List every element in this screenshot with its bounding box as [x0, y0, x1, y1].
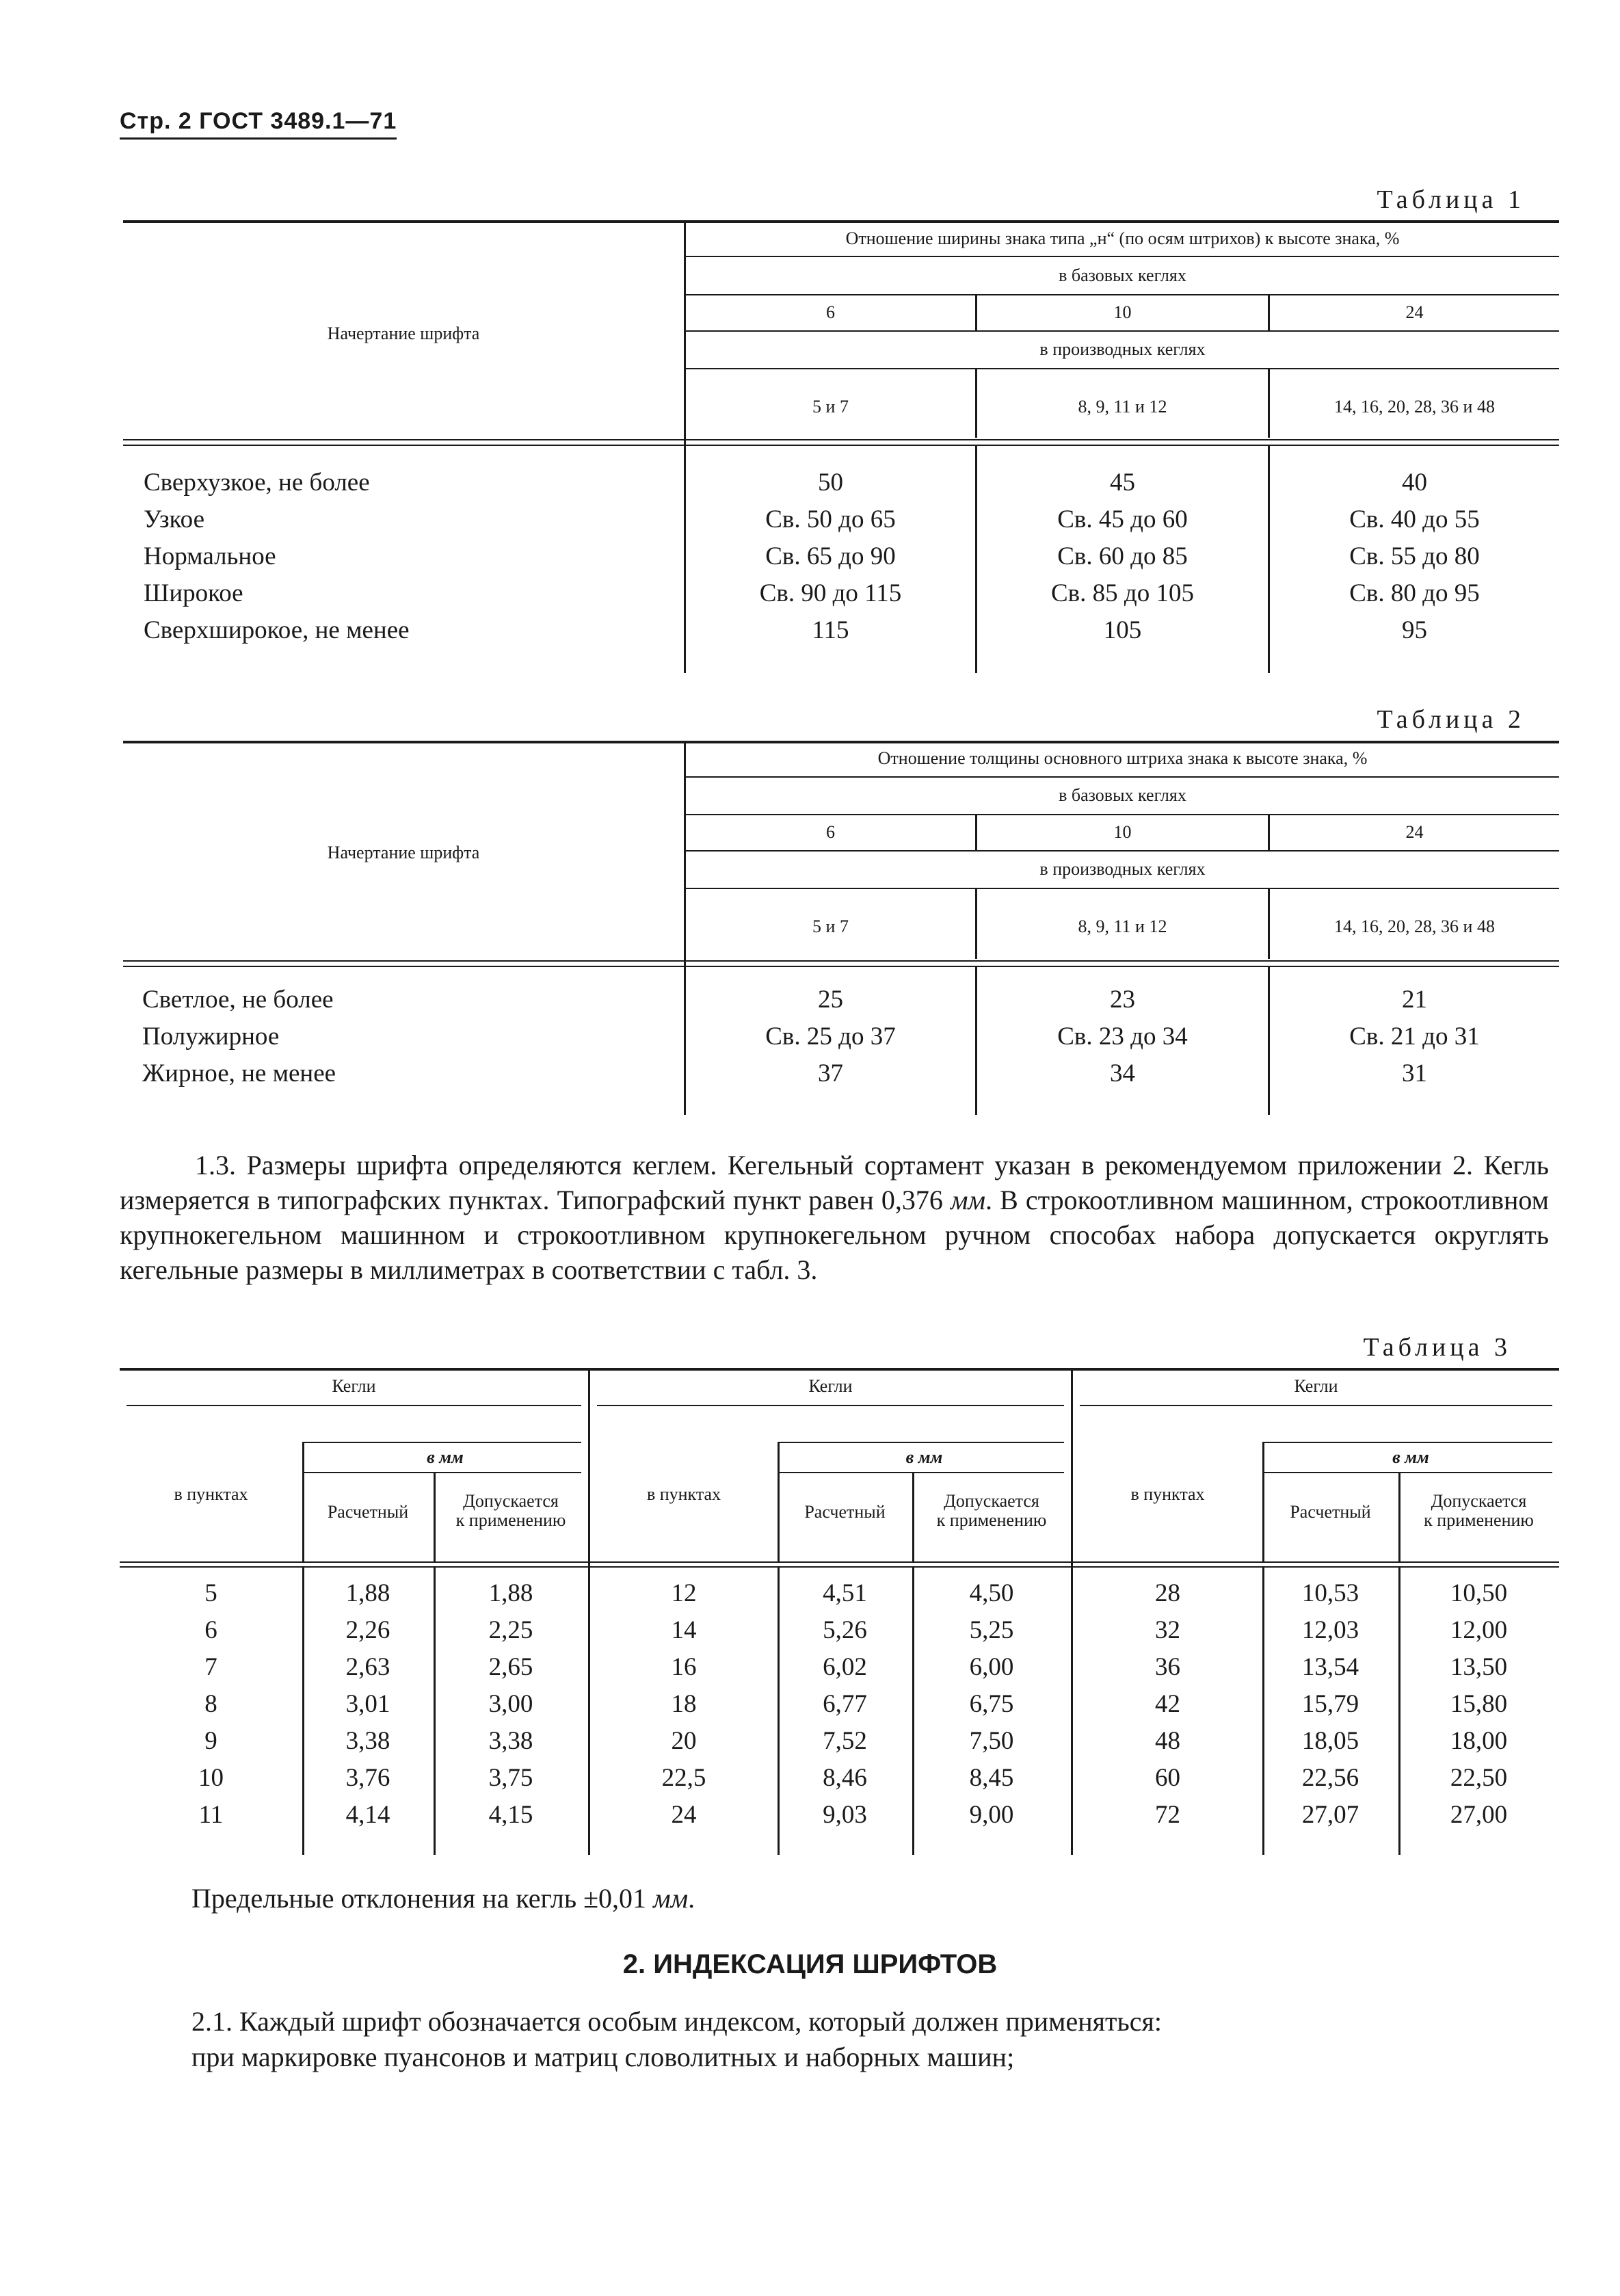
table3-calc-cell: 2,63 — [345, 1653, 390, 1681]
table1-deriv-2: 8, 9, 11 и 12 — [1078, 397, 1167, 417]
table3-rule — [780, 1472, 1064, 1473]
row-value: Св. 25 до 37 — [765, 1022, 896, 1051]
page-header: Стр. 2 ГОСТ 3489.1—71 — [120, 108, 397, 140]
row-value: 40 — [1402, 469, 1427, 497]
table3-allowed-cell: 8,45 — [969, 1764, 1014, 1792]
table3-points-cell: 18 — [671, 1690, 697, 1718]
paragraph-1-3 — [120, 1148, 1549, 1287]
table2-group-header: Отношение толщины основного штриха знака к высоте знака, % — [877, 748, 1368, 768]
table3-points-cell: 24 — [671, 1801, 697, 1829]
table3-allowed-cell: 2,25 — [488, 1616, 533, 1644]
table3-calc-cell: 4,14 — [345, 1801, 390, 1829]
table3-calc-cell: 9,03 — [823, 1801, 867, 1829]
table3-points-cell: 12 — [671, 1579, 697, 1607]
table3-allowed-cell: 4,50 — [969, 1579, 1014, 1607]
row-value: 21 — [1402, 986, 1427, 1014]
table3-allowed-cell: 13,50 — [1450, 1653, 1508, 1681]
table3-calc-cell: 15,79 — [1301, 1690, 1359, 1718]
table1-deriv-3: 14, 16, 20, 28, 36 и 48 — [1334, 397, 1495, 417]
table2-deriv-3: 14, 16, 20, 28, 36 и 48 — [1334, 916, 1495, 936]
table3-allowed-cell: 2,65 — [488, 1653, 533, 1681]
table3-points-header: в пунктах — [646, 1484, 721, 1504]
row-value: 34 — [1110, 1059, 1135, 1087]
table1-deriv-label: в производных кеглях — [1039, 339, 1206, 359]
table2-base-label: в базовых кеглях — [1059, 785, 1186, 805]
table3-points-cell: 8 — [204, 1690, 217, 1718]
table1-base-label: в базовых кеглях — [1059, 265, 1186, 285]
table3-calc-cell: 4,51 — [823, 1579, 867, 1607]
table3-allowed-cell: 6,75 — [969, 1690, 1014, 1718]
table3-points-cell: 22,5 — [661, 1764, 706, 1792]
table3-allowed-cell: 10,50 — [1450, 1579, 1508, 1607]
table3-points-cell: 7 — [204, 1653, 217, 1681]
table3-rule — [304, 1472, 581, 1473]
table3-points-cell: 6 — [204, 1616, 217, 1644]
table2-base-24: 24 — [1405, 822, 1424, 842]
table3-calc-cell: 6,77 — [823, 1690, 867, 1718]
table3-allowed-cell: 27,00 — [1450, 1801, 1508, 1829]
table3-points-header: в пунктах — [174, 1484, 248, 1504]
table3-allowed-cell: 6,00 — [969, 1653, 1014, 1681]
table3-calc-cell: 3,01 — [345, 1690, 390, 1718]
table3-rule — [597, 1405, 1064, 1406]
table3-calc-cell: 6,02 — [823, 1653, 867, 1681]
table3-points-cell: 9 — [204, 1727, 217, 1755]
table3-allowed-cell: 22,50 — [1450, 1764, 1508, 1792]
table2-col-header: Начертание шрифта — [327, 843, 480, 862]
table3-points-cell: 5 — [204, 1579, 217, 1607]
row-value: Св. 50 до 65 — [765, 505, 896, 533]
row-name: Светлое, не более — [142, 986, 334, 1014]
table2-base-6: 6 — [826, 822, 835, 842]
table3-calc-cell: 1,88 — [345, 1579, 390, 1607]
table3-allowed-cell: 3,75 — [488, 1764, 533, 1792]
paragraph-1-3-text-end: . В строкоотливном машинном, строкоотливном крупнокегельном машинном и строкоотливном крупнокегельном ручном способах набора допускается округлять кегельные размеры в миллиметрах в соответствии с табл. 3. — [120, 1185, 1549, 1285]
table3-rule — [780, 1442, 1064, 1443]
table3-calc-cell: 18,05 — [1301, 1727, 1359, 1755]
table3-points-cell: 11 — [198, 1801, 224, 1829]
table3-allowed-cell: 7,50 — [969, 1727, 1014, 1755]
table3-calc-cell: 3,38 — [345, 1727, 390, 1755]
table3-calc-cell: 3,76 — [345, 1764, 390, 1792]
table3-calc-header: Расчетный — [327, 1502, 409, 1522]
row-value: Св. 80 до 95 — [1349, 579, 1480, 607]
unit-mm: мм — [653, 1883, 689, 1914]
table3-mm-header: в мм — [1392, 1447, 1429, 1467]
row-value: Св. 85 до 105 — [1051, 579, 1194, 607]
table3-allowed-cell: 18,00 — [1450, 1727, 1508, 1755]
tolerance-end: . — [688, 1883, 695, 1914]
row-name: Полужирное — [142, 1022, 280, 1051]
table3-points-cell: 16 — [671, 1653, 697, 1681]
table3-calc-cell: 5,26 — [823, 1616, 867, 1644]
paragraph-2-1-line2: при маркировке пуансонов и матриц словолитных и наборных машин; — [191, 2042, 1015, 2072]
table3-calc-cell: 13,54 — [1301, 1653, 1359, 1681]
table3-calc-cell: 7,52 — [823, 1727, 867, 1755]
table1-deriv-1: 5 и 7 — [812, 397, 849, 417]
table2-deriv-label: в производных кеглях — [1039, 859, 1206, 879]
table2-deriv-2: 8, 9, 11 и 12 — [1078, 916, 1167, 936]
table3-group-header: Кегли — [1294, 1376, 1338, 1396]
row-value: 23 — [1110, 986, 1135, 1014]
table3-calc-cell: 10,53 — [1301, 1579, 1359, 1607]
table3-points-cell: 36 — [1155, 1653, 1180, 1681]
row-value: Св. 55 до 80 — [1349, 542, 1480, 570]
table3-group-header: Кегли — [808, 1376, 853, 1396]
table3-allowed-cell: 4,15 — [488, 1801, 533, 1829]
table3-mm-header: в мм — [427, 1447, 464, 1467]
section-2-title: 2. ИНДЕКСАЦИЯ ШРИФТОВ — [622, 1949, 998, 1979]
table1-base-10: 10 — [1113, 302, 1132, 322]
table1-group-header: Отношение ширины знака типа „н“ (по осям штрихов) к высоте знака, % — [845, 228, 1400, 248]
table3-points-cell: 32 — [1155, 1616, 1180, 1644]
table3-rule — [1080, 1405, 1552, 1406]
table3-points-cell: 20 — [671, 1727, 697, 1755]
table3-points-cell: 28 — [1155, 1579, 1180, 1607]
table3-caption: Таблица 3 — [1363, 1333, 1511, 1362]
row-value: Св. 65 до 90 — [765, 542, 896, 570]
table3-points-header: в пунктах — [1130, 1484, 1205, 1504]
table3-allowed-header: Допускается — [944, 1491, 1039, 1511]
table3-allowed-header: к применению — [936, 1510, 1047, 1530]
unit-mm: мм — [950, 1185, 986, 1215]
row-value: 50 — [818, 469, 843, 497]
table2-base-10: 10 — [1113, 822, 1132, 842]
table3-group-header: Кегли — [332, 1376, 376, 1396]
table3-points-cell: 60 — [1155, 1764, 1180, 1792]
table3-calc-header: Расчетный — [804, 1502, 886, 1522]
row-name: Широкое — [144, 579, 243, 607]
table3-allowed-cell: 15,80 — [1450, 1690, 1508, 1718]
table3-allowed-cell: 1,88 — [488, 1579, 533, 1607]
table3-allowed-header: к применению — [1424, 1510, 1534, 1530]
tolerance-text: Предельные отклонения на кегль ±0,01 — [191, 1883, 654, 1914]
row-name: Сверхузкое, не более — [144, 469, 370, 497]
table3-rule — [127, 1405, 581, 1406]
table3-calc-cell: 22,56 — [1301, 1764, 1359, 1792]
table3-allowed-cell: 3,00 — [488, 1690, 533, 1718]
table3-calc-cell: 2,26 — [345, 1616, 390, 1644]
tolerance-note — [191, 1882, 695, 1914]
table1-col-header: Начертание шрифта — [327, 324, 480, 343]
table3-points-cell: 42 — [1155, 1690, 1180, 1718]
paragraph-2-1-line1: 2.1. Каждый шрифт обозначается особым индексом, который должен применяться: — [191, 2006, 1163, 2037]
row-value: 105 — [1103, 616, 1142, 644]
table3-rule — [304, 1442, 581, 1443]
table3-calc-cell: 8,46 — [823, 1764, 867, 1792]
table3-points-cell: 48 — [1155, 1727, 1180, 1755]
table3-allowed-cell: 3,38 — [488, 1727, 533, 1755]
row-value: 25 — [818, 986, 843, 1014]
row-value: Св. 21 до 31 — [1349, 1022, 1480, 1051]
table2-caption: Таблица 2 — [1377, 705, 1525, 734]
table3-points-cell: 14 — [671, 1616, 697, 1644]
table3-rule — [1264, 1442, 1552, 1443]
table3-points-cell: 72 — [1155, 1801, 1180, 1829]
row-value: Св. 90 до 115 — [759, 579, 902, 607]
row-name: Жирное, не менее — [142, 1059, 336, 1087]
table3-allowed-header: к применению — [455, 1510, 566, 1530]
row-value: Св. 45 до 60 — [1057, 505, 1188, 533]
table1-caption: Таблица 1 — [1377, 185, 1525, 214]
row-value: 31 — [1402, 1059, 1427, 1087]
row-value: 115 — [812, 616, 849, 644]
table3-allowed-header: Допускается — [463, 1491, 559, 1511]
row-value: Св. 23 до 34 — [1057, 1022, 1188, 1051]
table2-deriv-1: 5 и 7 — [812, 916, 849, 936]
table3-calc-cell: 12,03 — [1301, 1616, 1359, 1644]
table3-allowed-cell: 9,00 — [969, 1801, 1014, 1829]
table3-calc-header: Расчетный — [1290, 1502, 1371, 1522]
table3-mm-header: в мм — [905, 1447, 943, 1467]
table1-base-24: 24 — [1405, 302, 1424, 322]
table3-allowed-cell: 12,00 — [1450, 1616, 1508, 1644]
table3-calc-cell: 27,07 — [1301, 1801, 1359, 1829]
table3-points-cell: 10 — [198, 1764, 224, 1792]
table3-allowed-header: Допускается — [1431, 1491, 1527, 1511]
row-value: 95 — [1402, 616, 1427, 644]
table3-allowed-cell: 5,25 — [969, 1616, 1014, 1644]
row-name: Сверхширокое, не менее — [144, 616, 410, 644]
table3-rule — [1264, 1472, 1552, 1473]
row-name: Нормальное — [144, 542, 276, 570]
paragraph-1-3-text: 1.3. Размеры шрифта определяются кеглем. Кегельный сортамент указан в рекомендуемом приложении 2. Кегль измеряется в типографских пунктах. Типографский пункт равен 0,376 — [120, 1150, 1549, 1215]
row-value: 37 — [818, 1059, 843, 1087]
row-value: Св. 60 до 85 — [1057, 542, 1188, 570]
row-value: Св. 40 до 55 — [1349, 505, 1480, 533]
row-value: 45 — [1110, 469, 1135, 497]
row-name: Узкое — [144, 505, 205, 533]
table1-base-6: 6 — [826, 302, 835, 322]
